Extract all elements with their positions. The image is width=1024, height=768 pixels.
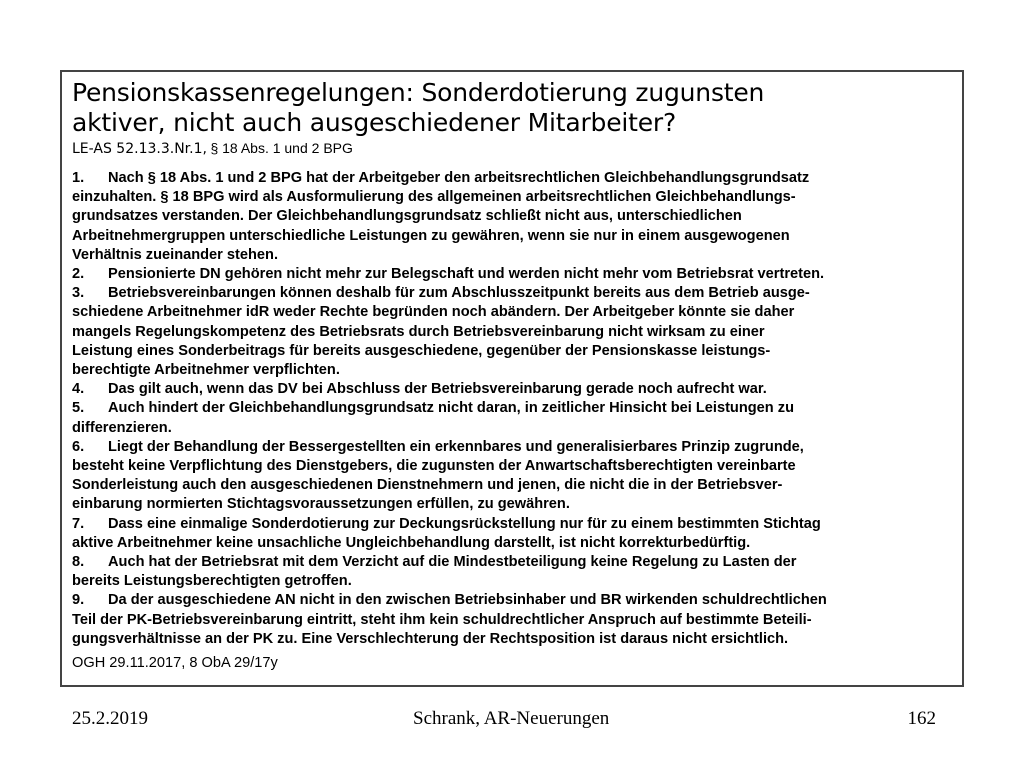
point-text: berechtigte Arbeitnehmer verpflichten. [72, 362, 340, 379]
point-item [72, 553, 952, 591]
point-line [72, 572, 952, 591]
point-text: Arbeitnehmergruppen unterschiedliche Leistungen zu gewähren, wenn sie nur in einem ausgewogenen [72, 227, 790, 244]
footer-date: 25.2.2019 [72, 708, 148, 729]
point-number: 6. [72, 438, 85, 455]
reference-law: § 18 Abs. 1 und 2 BPG [210, 140, 353, 156]
point-line [72, 553, 952, 572]
point-number: 1. [72, 170, 85, 186]
point-number: 5. [72, 400, 85, 417]
point-text: mangels Regelungskompetenz des Betriebsrats durch Betriebsvereinbarung nicht wirksam zu einer [72, 323, 765, 340]
point-text: grundsatzes verstanden. Der Gleichbehandlungsgrundsatz schließt nicht aus, unterschiedlichen [72, 208, 742, 225]
point-number: 4. [72, 381, 85, 398]
point-number: 8. [72, 554, 85, 571]
point-item [72, 265, 952, 284]
court-citation: OGH 29.11.2017, 8 ObA 29/17y [72, 655, 278, 672]
point-line [72, 323, 952, 342]
point-text: bereits Leistungsberechtigten getroffen. [72, 573, 352, 590]
point-line [72, 419, 952, 438]
point-text: Auch hindert der Gleichbehandlungsgrundsatz nicht daran, in zeitlicher Hinsicht bei Leistungen zu [108, 400, 794, 417]
point-item [72, 515, 952, 553]
point-text: differenzieren. [72, 419, 172, 436]
point-text: Betriebsvereinbarungen können deshalb für zum Abschlusszeitpunkt bereits aus dem Betrieb ausge- [108, 285, 810, 302]
point-line [72, 361, 952, 380]
point-text: Leistung eines Sonderbeitrags für bereits ausgeschiedene, gegenüber der Pensionskasse leistungs- [72, 342, 771, 359]
point-line [72, 303, 952, 322]
point-line [72, 265, 952, 284]
point-text: Liegt der Behandlung der Bessergestellten ein erkennbares und generalisierbares Prinzip zugrunde, [108, 438, 804, 455]
point-line [72, 591, 952, 610]
point-item [72, 438, 952, 515]
point-text: einbarung normierten Stichtagsvoraussetzungen erfüllen, zu gewähren. [72, 496, 570, 513]
point-text: Nach § 18 Abs. 1 und 2 BPG hat der Arbeitgeber den arbeitsrechtlichen Gleichbehandlungsgrundsatz [108, 170, 810, 186]
point-line [72, 476, 952, 495]
point-line [72, 495, 952, 514]
point-number: 2. [72, 266, 85, 283]
point-line [72, 246, 952, 265]
footer-author: Schrank, AR-Neuerungen [413, 708, 610, 729]
point-line [72, 611, 952, 630]
legal-reference [72, 139, 952, 159]
point-item [72, 380, 952, 399]
slide-title [72, 78, 952, 138]
point-line [72, 515, 952, 534]
title-line: Pensionskassenregelungen: Sonderdotierung zugunsten [72, 78, 765, 107]
point-text: Da der ausgeschiedene AN nicht in den zwischen Betriebsinhaber und BR wirkenden schuldrechtlichen [108, 592, 827, 609]
point-line [72, 169, 952, 188]
point-number: 3. [72, 285, 85, 302]
point-text: Dass eine einmalige Sonderdotierung zur Deckungsrückstellung nur für zu einem bestimmten Stichtag [108, 515, 821, 532]
point-line [72, 457, 952, 476]
point-text: Das gilt auch, wenn das DV bei Abschluss der Betriebsvereinbarung gerade noch aufrecht war. [108, 381, 767, 398]
title-line: aktiver, nicht auch ausgeschiedener Mitarbeiter? [72, 108, 677, 137]
point-line [72, 630, 952, 649]
point-line [72, 188, 952, 207]
footer-page-number: 162 [907, 708, 936, 729]
point-line [72, 438, 952, 457]
point-item [72, 169, 952, 265]
reference-code: LE-AS 52.13.3.Nr.1, [72, 141, 207, 157]
point-text: Teil der PK-Betriebsvereinbarung eintritt, steht ihm kein schuldrechtlicher Anspruch auf bestimmte Beteili- [72, 611, 812, 628]
point-item [72, 284, 952, 380]
point-text: Verhältnis zueinander stehen. [72, 246, 278, 263]
point-text: besteht keine Verpflichtung des Dienstgebers, die zugunsten der Anwartschaftsberechtigten vereinbarte [72, 458, 796, 475]
point-text: Auch hat der Betriebsrat mit dem Verzicht auf die Mindestbeteiligung keine Regelung zu Lasten der [108, 554, 797, 571]
point-text: Sonderleistung auch den ausgeschiedenen Dienstnehmern und jenen, die nicht die in der Betriebsver- [72, 477, 783, 494]
point-line [72, 534, 952, 553]
point-text: aktive Arbeitnehmer keine unsachliche Ungleichbehandlung darstellt, ist nicht korrekturbedürftig. [72, 534, 751, 551]
point-line [72, 284, 952, 303]
content-box [60, 70, 964, 687]
point-item [72, 399, 952, 437]
point-line [72, 207, 952, 226]
point-number: 7. [72, 515, 85, 532]
point-line [72, 342, 952, 361]
point-text: schiedene Arbeitnehmer idR weder Rechte begründen noch abändern. Der Arbeitgeber könnte sie daher [72, 304, 795, 321]
point-line [72, 380, 952, 399]
point-item [72, 591, 952, 649]
point-line [72, 227, 952, 246]
point-text: einzuhalten. § 18 BPG wird als Ausformulierung des allgemeinen arbeitsrechtlichen Gleichbehandlungs- [72, 189, 796, 206]
point-number: 9. [72, 592, 85, 609]
points-list [72, 169, 952, 649]
point-line [72, 399, 952, 418]
point-text: Pensionierte DN gehören nicht mehr zur Belegschaft und werden nicht mehr vom Betriebsrat vertreten. [108, 266, 825, 283]
point-text: gungsverhältnisse an der PK zu. Eine Verschlechterung der Rechtsposition ist daraus nicht ersichtlich. [72, 630, 789, 647]
